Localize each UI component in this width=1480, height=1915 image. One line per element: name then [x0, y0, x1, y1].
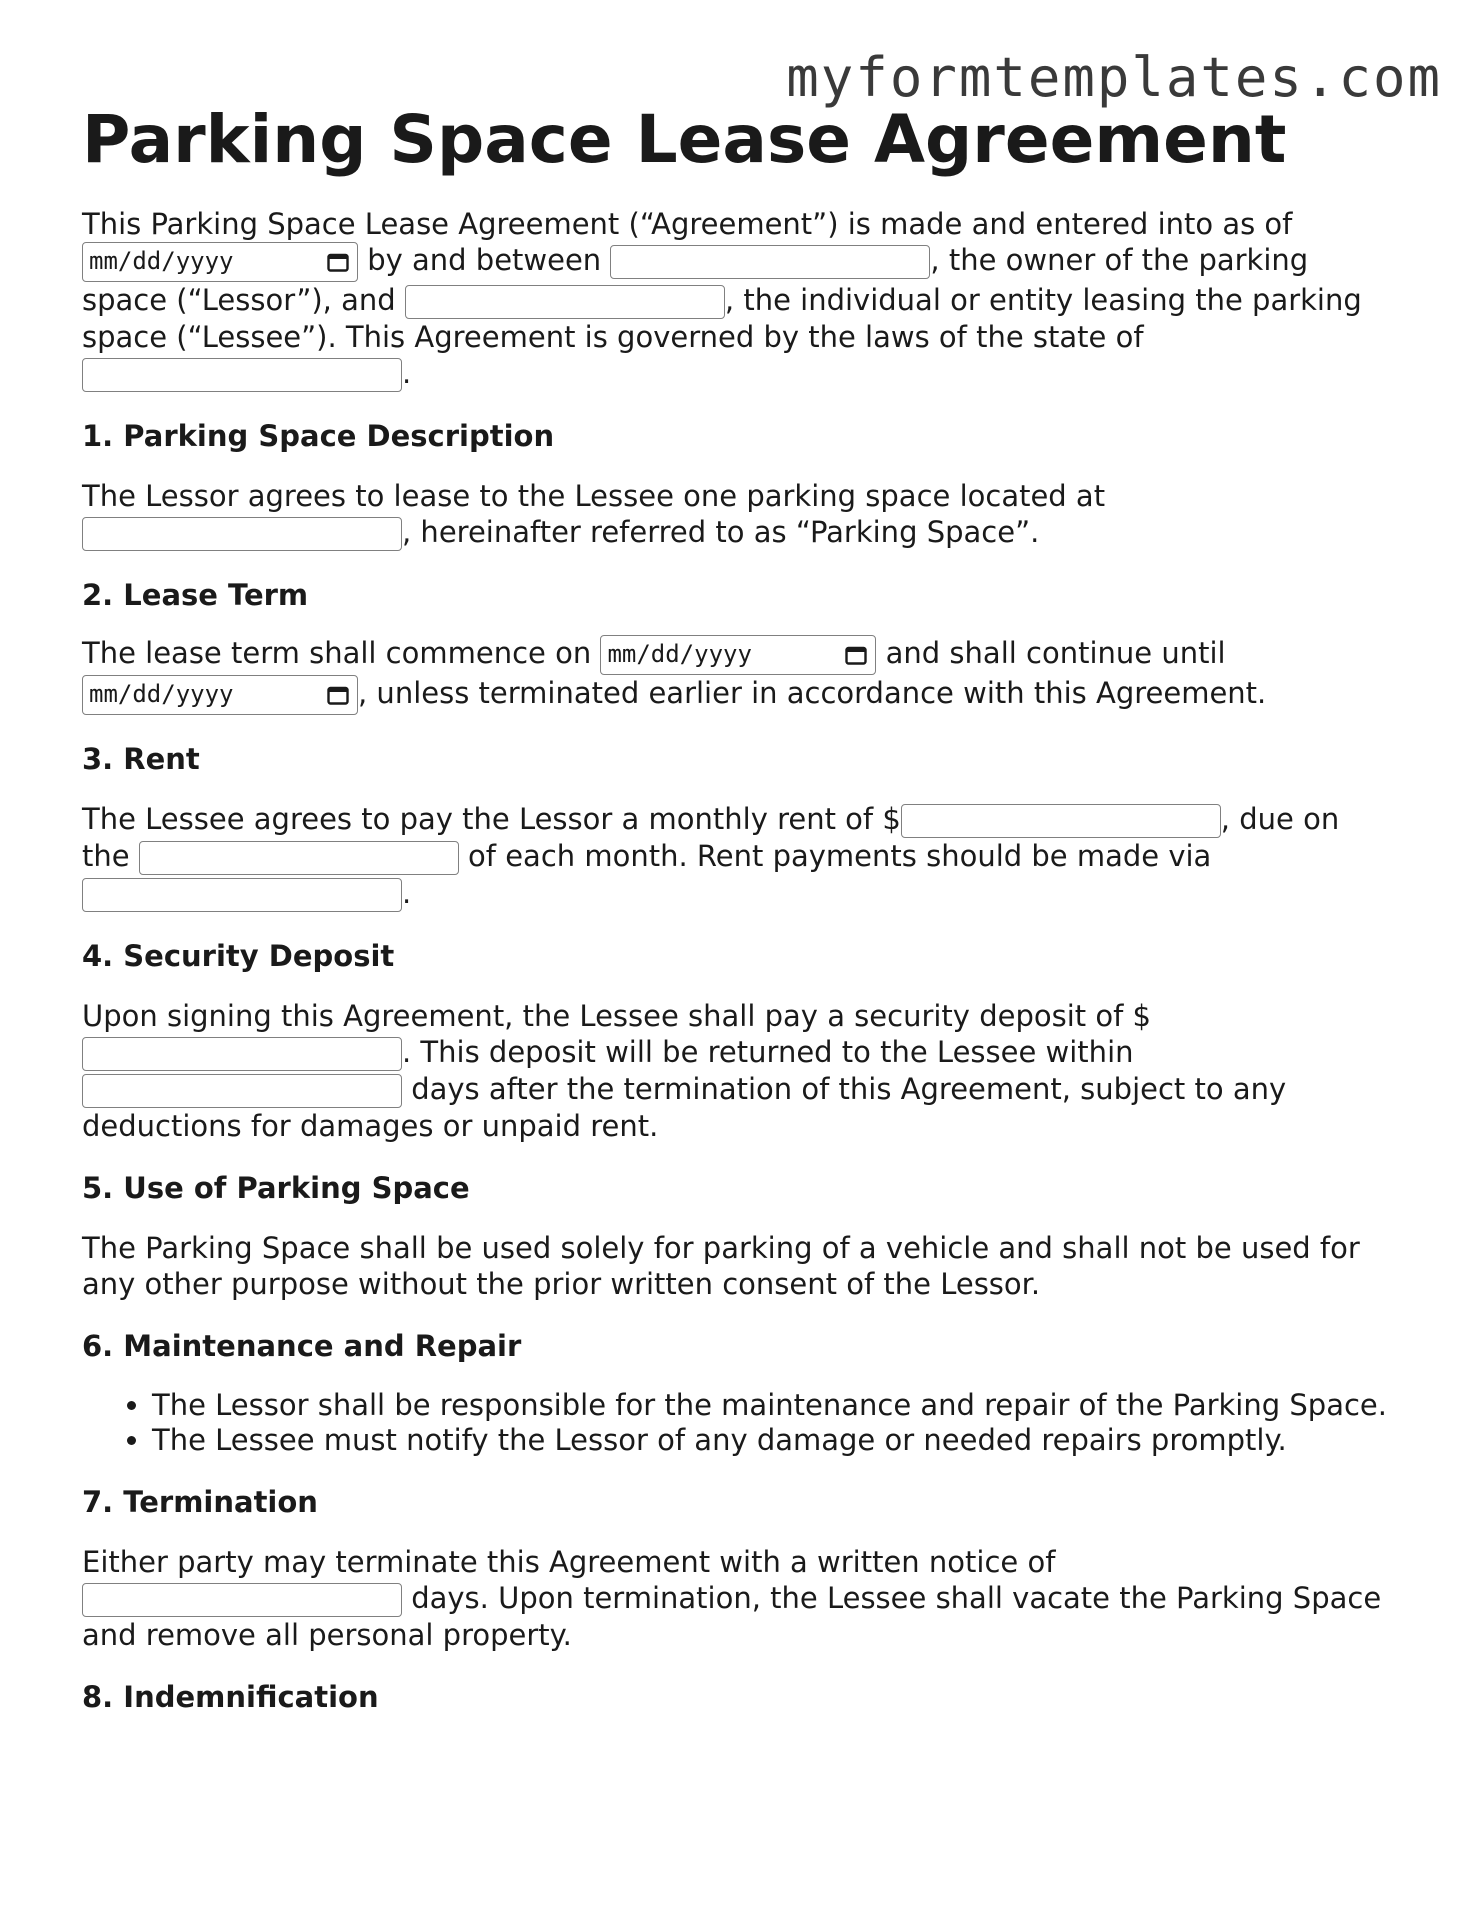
intro-text-2: by and between [367, 243, 602, 277]
section-paragraph [82, 635, 1372, 715]
section-text: . This deposit will be returned to the Lessee within [402, 1035, 1134, 1069]
section-paragraph [82, 801, 1372, 912]
monthly-rent-input[interactable] [901, 804, 1221, 838]
section-heading: 3. Rent [82, 742, 200, 776]
section-text: days after the termination of this Agreement, subject to any deductions for damages or unpaid rent. [82, 1072, 1287, 1143]
section-text: . [402, 876, 412, 910]
lessee-name-input[interactable] [405, 285, 725, 319]
payment-method-input[interactable] [82, 878, 402, 912]
section-text: The lease term shall commence on [82, 636, 592, 670]
intro-text-1: This Parking Space Lease Agreement (“Agreement”) is made and entered into as of [82, 207, 1293, 241]
lease-end-date-input[interactable] [82, 675, 358, 715]
parking-location-input[interactable] [82, 517, 402, 551]
security-deposit-input[interactable] [82, 1037, 402, 1071]
section-text: , unless terminated earlier in accordance with this Agreement. [358, 676, 1267, 710]
section-paragraph [82, 1544, 1382, 1653]
section-paragraph [82, 998, 1342, 1144]
section-heading: 6. Maintenance and Repair [82, 1329, 522, 1363]
date-placeholder: mm/dd/yyyy [89, 247, 234, 275]
section-heading: 8. Indemnification [82, 1680, 379, 1714]
section-text: , hereinafter referred to as “Parking Space”. [402, 515, 1040, 549]
lease-start-date-input[interactable] [600, 635, 876, 675]
governing-state-input[interactable] [82, 358, 402, 392]
section-heading: 5. Use of Parking Space [82, 1171, 470, 1205]
section-paragraph [82, 478, 1142, 551]
list-item: • The Lessor shall be responsible for the maintenance and repair of the Parking Space. [152, 1388, 1402, 1423]
calendar-icon [845, 645, 867, 665]
section-heading: 1. Parking Space Description [82, 419, 555, 453]
maintenance-list [82, 1388, 1402, 1458]
date-placeholder: mm/dd/yyyy [607, 640, 752, 668]
page-title: Parking Space Lease Agreement [82, 101, 1287, 178]
section-text: The Lessee agrees to pay the Lessor a monthly rent of $ [82, 802, 901, 836]
intro-text-4: , the individual or entity leasing the parking space (“Lessee”). This Agreement is governed by the laws of the state of [82, 283, 1362, 354]
section-text: The Lessor agrees to lease to the Lessee one parking space located at [82, 479, 1106, 513]
deposit-return-days-input[interactable] [82, 1074, 402, 1108]
lessor-name-input[interactable] [610, 245, 930, 279]
section-text: , due on the [82, 802, 1340, 873]
rent-due-day-input[interactable] [139, 841, 459, 875]
intro-text-5: . [402, 356, 412, 390]
agreement-date-input[interactable] [82, 242, 358, 282]
list-item: • The Lessee must notify the Lessor of any damage or needed repairs promptly. [152, 1423, 1402, 1458]
intro-paragraph [82, 206, 1372, 392]
section-heading: 7. Termination [82, 1485, 318, 1519]
section-heading: 2. Lease Term [82, 578, 309, 612]
date-placeholder: mm/dd/yyyy [89, 680, 234, 708]
section-heading: 4. Security Deposit [82, 939, 395, 973]
document [82, 100, 1402, 1715]
section-text: days. Upon termination, the Lessee shall vacate the Parking Space and remove all personal property. [82, 1581, 1382, 1652]
section-paragraph: The Parking Space shall be used solely for parking of a vehicle and shall not be used for any other purpose without the prior written consent of the Lessor. [82, 1231, 1360, 1301]
section-text: Either party may terminate this Agreement with a written notice of [82, 1545, 1056, 1579]
section-text: Upon signing this Agreement, the Lessee shall pay a security deposit of $ [82, 999, 1151, 1033]
notice-days-input[interactable] [82, 1583, 402, 1617]
calendar-icon [327, 685, 349, 705]
watermark: myformtemplates.com [786, 46, 1442, 109]
section-text: of each month. Rent payments should be made via [468, 839, 1212, 873]
section-text: and shall continue until [885, 636, 1226, 670]
calendar-icon [327, 252, 349, 272]
intro-text-3: , the owner of the parking space (“Lessor”), and [82, 243, 1309, 317]
